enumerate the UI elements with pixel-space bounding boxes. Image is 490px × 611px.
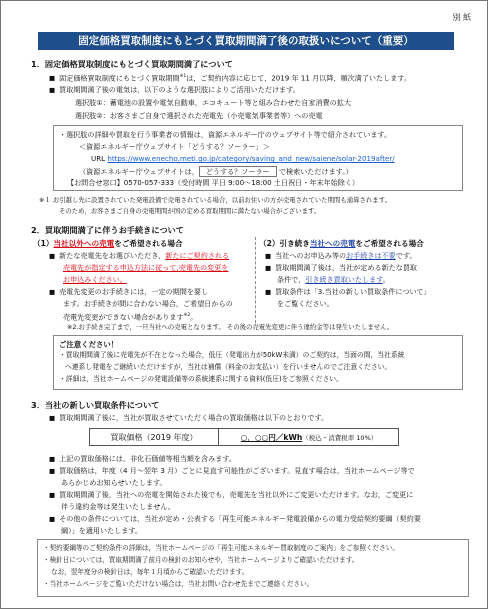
s1-bullet2: ■ 買取期間満了後の電気は，以下のような選択肢によりご活用いただけます。 bbox=[49, 85, 300, 95]
footer-line3: なお，翌年度分の検針日は，毎年１月頃からご確認いただけます。 bbox=[51, 568, 249, 576]
footer-line2: ・検針日については，買取期間満了前月の検針のお知らせや，当社ホームページよりご確認いただけます。 bbox=[43, 556, 359, 564]
caution-line1: ・買取期間満了後に売電先が不在となった場合，低圧（発電出力が50kW未満）のご契約は，当面の間，当社系統 bbox=[59, 351, 405, 359]
enecho-url-link[interactable]: https://www.enecho.meti.go.jp/category/saving_and_new/saiene/solar-2019after/ bbox=[107, 154, 395, 163]
info-line3: （資源エネルギー庁ウェブサイトは， どうする？ソーラー で検索いただけます。） bbox=[79, 167, 353, 176]
s3-bullet2: ■ 上記の買取価格には，非化石価値等相当額を含みます。 bbox=[49, 454, 236, 464]
right-bullet1: ■ 当社へのお申込み等のお手続きは不要です。 bbox=[265, 251, 416, 261]
s3-bullet4-line1: ■ 買取期間満了後，当社への売電を開始された後でも，売電先を当社以外にご変更いただけます。なお，ご変更に bbox=[49, 490, 413, 500]
s3-bullet4-line2: 伴う違約金等は発生いたしません。 bbox=[61, 502, 175, 511]
attachment-label: 別 紙 bbox=[452, 13, 471, 22]
price-value-cell: ○．○○円／kWh （税込・消費税率 10%） bbox=[240, 432, 378, 442]
s3-bullet1: ■ 買取期間満了後に，当社が買取させていただく場合の買取価格は以下のとおりです。 bbox=[49, 413, 328, 423]
column-divider bbox=[255, 237, 256, 323]
left-col-heading: （1）当社以外への売電をご希望される場合 bbox=[33, 239, 183, 248]
right-bullet3-line1: ■ 買取条件は「3.当社の新しい買取条件について」 bbox=[265, 287, 431, 297]
right-bullet2-line2: 条件で，引き続き買取いたします。 bbox=[277, 275, 390, 284]
price-label: 買取価格（2019 年度） bbox=[90, 429, 219, 445]
price-value: ○．○○円／kWh bbox=[240, 432, 303, 442]
note1-line1: ※１ お引越し先に設置されていた発電設備で売電されている場合，以前お住いの方が売電されていた期間も通算されます。 bbox=[39, 196, 391, 204]
price-table bbox=[89, 428, 399, 446]
left-bullet2-line3: 売電先変更ができない場合があります$^{※2}$。 bbox=[63, 312, 198, 322]
left-bullet1-line3: お申込みください。 bbox=[63, 275, 127, 284]
right-bullet2-line1: ■ 買取期間満了後は，当社が定める新たな買取 bbox=[265, 263, 417, 273]
left-bullet2-line1: ■ 売電先変更のお手続きには，一定の期間を要し bbox=[49, 287, 208, 297]
info-line2: ＜資源エネルギー庁ウェブサイト「どうする？ソーラー」＞ bbox=[79, 142, 270, 151]
footer-line4: ・当社ホームページをご覧いただけない場合は，当社お問い合わせ先までご連絡ください。 bbox=[43, 580, 314, 588]
url-line: URL https://www.enecho.meti.go.jp/category/saving_and_new/saiene/solar-2019after/ bbox=[91, 154, 395, 163]
s3-bullet5-line1: ■ その他の条件については，当社が定め・公表する「再生可能エネルギー発電設備からの電力受給契約要綱（契約要 bbox=[49, 514, 421, 524]
left-bullet2-line2: ます。お手続きが間に合わない場合，ご希望日からの bbox=[63, 299, 233, 308]
caution-heading: ご注意ください！ bbox=[59, 340, 119, 349]
option-1: 選択肢①：蓄電池の設置や電気自動車，エコキュート等と組み合わせた自家消費の拡大 bbox=[75, 98, 351, 107]
s3-bullet3-line1: ■ 買取価格は，年度（4 月～翌年 3 月）ごとに見直す可能性がございます。見直す場合は，当社ホームページ等で bbox=[49, 466, 415, 476]
right-bullet3-line2: をご覧ください。 bbox=[277, 299, 334, 308]
option-2: 選択肢②：お客さまご自身で選択された売電先（小売電気事業者等）への売電 bbox=[75, 111, 323, 120]
contact-line: 【お問合せ窓口】0570-057-333（受付時間 平日 9:00～18:00 土日祝日・年末年始除く） bbox=[67, 178, 360, 187]
left-bullet1-line1: ■ 新たな売電先をお選びいただき，新たにご契約される bbox=[49, 251, 229, 261]
search-term-box: どうする？ソーラー bbox=[199, 166, 277, 177]
section1-heading: 1．固定価格買取制度にもとづく買取期間満了について bbox=[31, 59, 233, 69]
left-bullet1-line2: 売電先が指定する申込方法に従って,売電先の変更を bbox=[63, 263, 229, 272]
caution-line2: へ連系し発電をご継続いただけますが，当社は補償（料金のお支払い）を行いませんのでご注意ください。 bbox=[65, 363, 392, 371]
s3-bullet5-line2: 綱）」を適用いたします。 bbox=[61, 526, 143, 535]
right-col-heading: （2）引き続き当社への売電をご希望される場合 bbox=[259, 239, 424, 248]
section3-heading: 3．当社の新しい買取条件について bbox=[31, 400, 160, 410]
caution-line3: ・詳細は，当社ホームページの発電設備等の系統連系に関する資料(低圧)をご参照ください。 bbox=[59, 375, 343, 383]
section2-heading: 2．買取期間満了に伴うお手続きについて bbox=[31, 225, 184, 235]
info-line1: ・選択肢の詳細や買取を行う事業者の情報は，資源エネルギー庁のウェブサイト等で紹介されています。 bbox=[59, 130, 392, 139]
note2: ※2.お手続き完了まで，一旦当社への売電となります。 その後の売電先変更に伴う違約金等は発生いたしません。 bbox=[67, 323, 394, 331]
s1-bullet1: ■ 固定価格買取制度にもとづく買取期間$^{※1}$は，ご契約内容に応じて，2019 年 11 月以降，順次満了いたします。 bbox=[49, 72, 411, 83]
s3-bullet3-line2: あらかじめお知らせいたします。 bbox=[61, 478, 167, 487]
document-title: 固定価格買取制度にもとづく買取期間満了後の取扱いについて（重要） bbox=[38, 32, 454, 50]
footer-line1: ・契約要綱等のご契約条件の詳細は，当社ホームページの「再生可能エネルギー買取制度のご案内」をご参照ください。 bbox=[43, 544, 399, 552]
note1-line2: そのため，お客さまご自身の売電期間が国の定める買取期間に満たない場合がございます。 bbox=[59, 207, 321, 215]
